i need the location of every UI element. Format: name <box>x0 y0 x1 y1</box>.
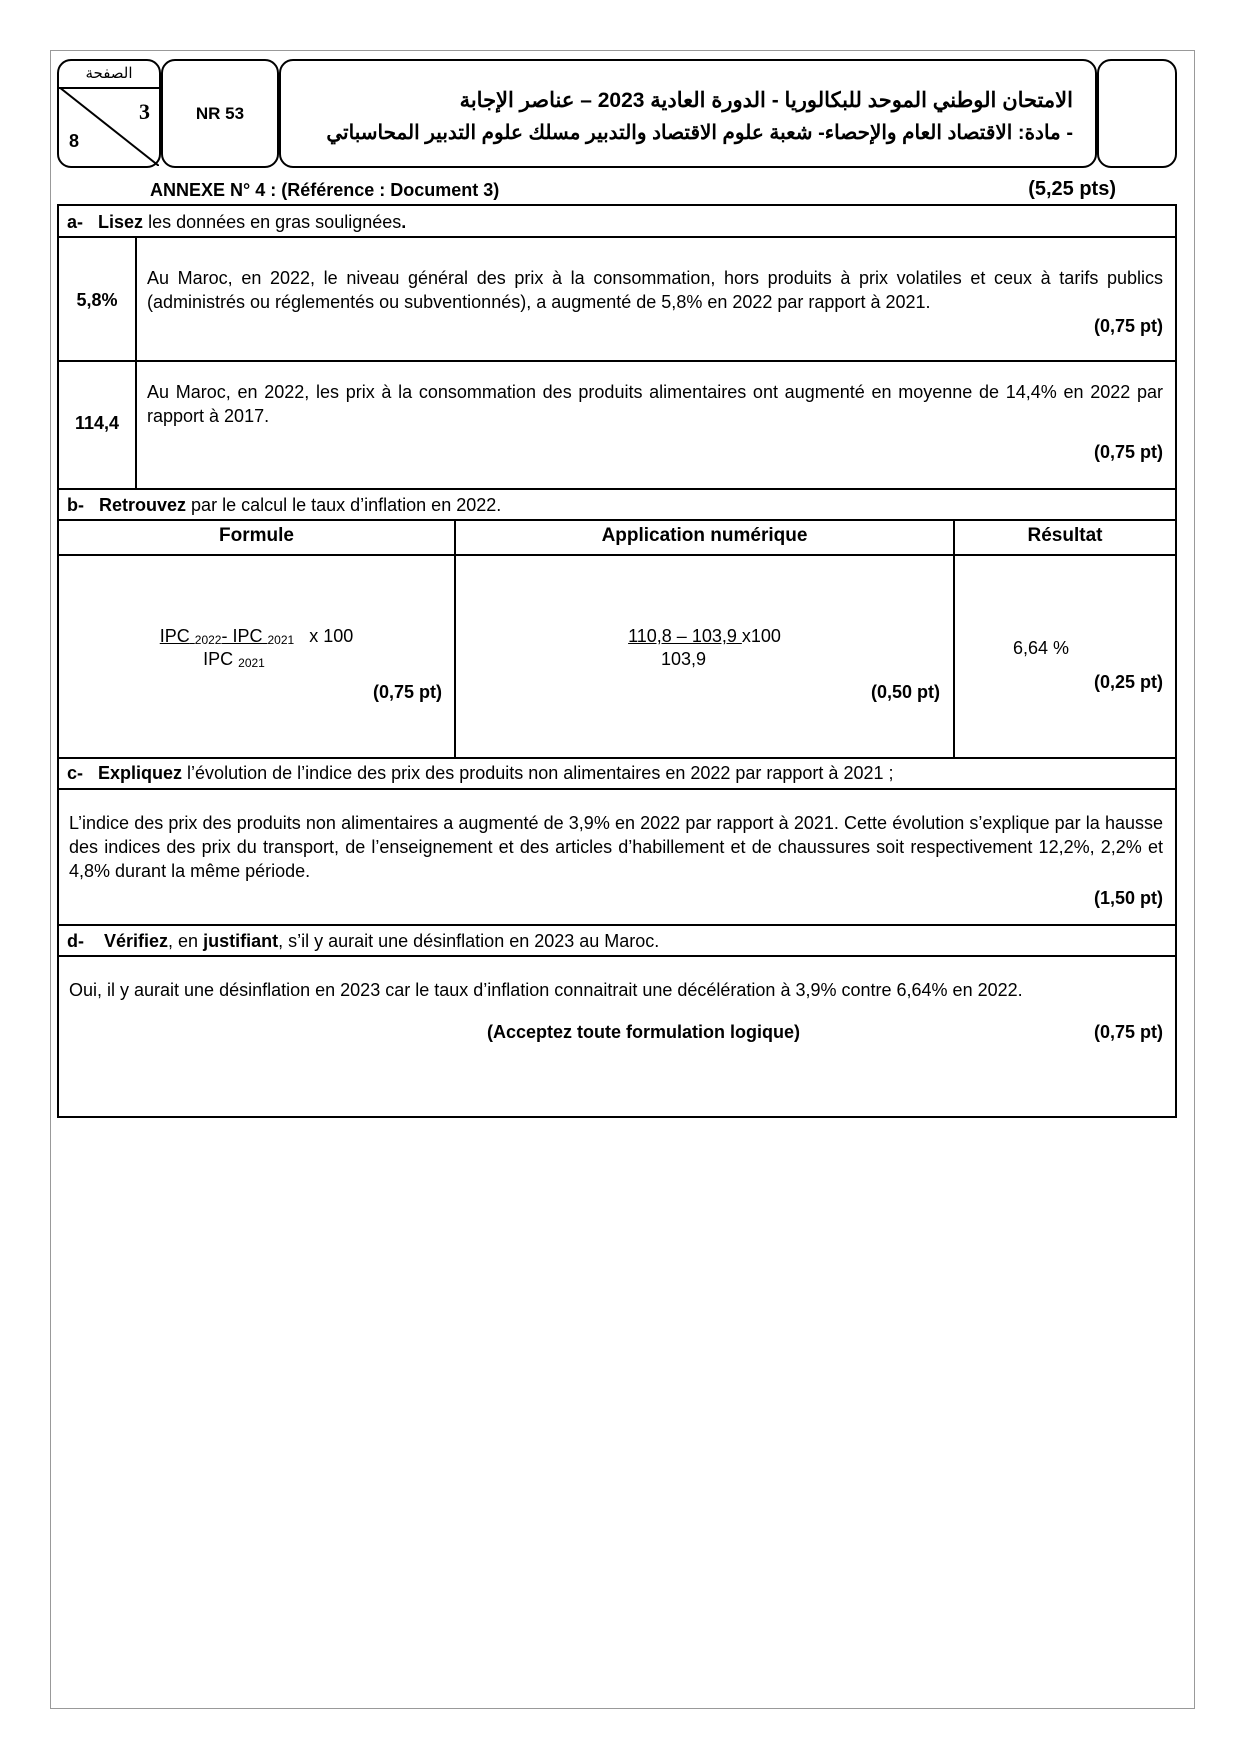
formula-denominator: IPC $_{2021}$ <box>203 649 265 670</box>
answer-sheet <box>57 204 1177 1118</box>
col-formule: Formule <box>219 525 294 546</box>
application-points: (0,50 pt) <box>870 682 940 702</box>
formula-points: (0,75 pt) <box>372 682 442 702</box>
value-5-8: 5,8% <box>76 290 118 310</box>
section-d-answer: Oui, il y aurait une désinflation en 2023 car le taux d’inflation connaitrait une décélération à 3,9% contre 6,64% en 2022. <box>69 980 1023 1000</box>
page-current: 3 <box>139 99 150 124</box>
divider <box>59 924 1175 926</box>
formula-numerator: IPC $_{2022}$- IPC $_{2021}$ x 100 <box>159 626 354 647</box>
section-c-instruction: c- Expliquez l’évolution de l’indice des prix des produits non alimentaires en 2022 par rapport à 2021 ; <box>67 763 894 783</box>
section-d-note: (Acceptez toute formulation logique) <box>487 1022 800 1042</box>
section-b-instruction: b- Retrouvez par le calcul le taux d’inflation en 2022. <box>67 495 502 515</box>
page-label: الصفحة <box>59 61 159 89</box>
exam-title-line2: - مادة: الاقتصاد العام والإحصاء- شعبة علوم الاقتصاد والتدبير مسلك علوم التدبير المحاسباتي <box>326 122 1073 144</box>
section-c-answer: L’indice des prix des produits non alimentaires a augmenté de 3,9% en 2022 par rapport à 2021. Cette évolution s’explique par la hausse des indices des prix du transport, de l’enseignement et des articles d’habillement et de chaussures soit respectivement 12,2%, 2,2% et 4,8% durant la même période. <box>69 813 1163 881</box>
divider <box>59 488 1175 490</box>
section-d-instruction: d- Vérifiez, en justifiant, s’il y aurait une désinflation en 2023 au Maroc. <box>67 931 660 951</box>
section-d-points: (0,75 pt) <box>1093 1022 1163 1042</box>
col-application: Application numérique <box>601 525 808 546</box>
divider <box>59 236 1175 238</box>
page-total: 8 <box>69 131 80 151</box>
divider <box>59 519 1175 521</box>
application-denominator: 103,9 <box>660 649 707 669</box>
empty-header-box <box>1097 59 1177 168</box>
divider <box>135 236 137 488</box>
annexe-title: ANNEXE N° 4 : (Référence : Document 3) <box>150 180 500 200</box>
section-a-instruction: a- Lisez les données en gras soulignées. <box>67 212 407 232</box>
exam-code: NR 53 <box>161 59 279 168</box>
divider <box>59 955 1175 957</box>
application-numerator: 110,8 – 103,9 x100 <box>628 626 781 646</box>
result-points: (0,25 pt) <box>1093 672 1163 692</box>
divider <box>59 554 1175 556</box>
row2-points: (0,75 pt) <box>1093 442 1163 462</box>
exam-title-box <box>279 59 1097 168</box>
result-value: 6,64 % <box>1012 638 1070 658</box>
row2-text: Au Maroc, en 2022, les prix à la consommation des produits alimentaires ont augmenté en moyenne de 14,4% en 2022 par rapport à 2017. <box>147 382 1163 426</box>
page-number-box <box>57 59 161 168</box>
divider <box>59 360 1175 362</box>
divider <box>59 757 1175 759</box>
col-resultat: Résultat <box>1027 525 1103 546</box>
row1-points: (0,75 pt) <box>1093 316 1163 336</box>
annexe-points: (5,25 pts) <box>1028 178 1116 200</box>
value-114-4: 114,4 <box>74 413 120 433</box>
divider <box>59 788 1175 790</box>
row1-text: Au Maroc, en 2022, le niveau général des prix à la consommation, hors produits à prix volatiles et ceux à tarifs publics (administrés ou réglementés ou subventionnés), a augmenté de 5,8% en 2022 par rapport à 2021. <box>147 268 1163 312</box>
exam-title-line1: الامتحان الوطني الموحد للبكالوريا - الدورة العادية 2023 – عناصر الإجابة <box>459 89 1073 112</box>
section-c-points: (1,50 pt) <box>1093 888 1163 908</box>
